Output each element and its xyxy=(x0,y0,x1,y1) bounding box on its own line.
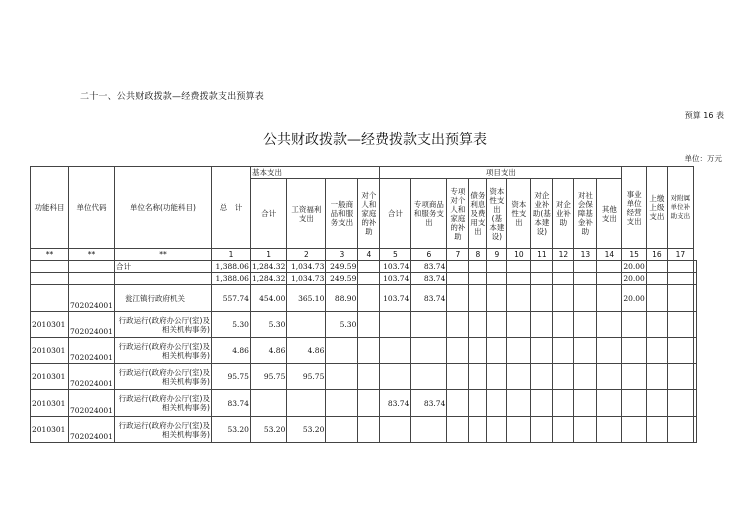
value-cell: 1,388.06 xyxy=(211,261,250,273)
value-cell xyxy=(447,285,469,312)
value-cell: 103.74 xyxy=(380,285,411,312)
value-cell: 95.75 xyxy=(250,364,286,390)
func-code-cell: 2010301 xyxy=(31,312,69,338)
value-cell: 95.75 xyxy=(211,364,250,390)
value-cell xyxy=(646,390,667,417)
index-cell: ** xyxy=(114,249,211,261)
value-cell xyxy=(487,364,507,390)
value-cell xyxy=(447,338,469,364)
value-cell: 88.90 xyxy=(326,285,358,312)
value-cell: 53.20 xyxy=(211,417,250,443)
value-cell: 4.86 xyxy=(287,338,326,364)
value-cell xyxy=(531,285,553,312)
value-cell: 83.74 xyxy=(211,390,250,417)
value-cell: 95.75 xyxy=(287,364,326,390)
value-cell xyxy=(693,285,696,312)
value-cell xyxy=(326,417,358,443)
table-number: 预算 16 表 xyxy=(684,111,724,120)
index-cell: 5 xyxy=(380,249,411,261)
value-cell xyxy=(622,417,646,443)
header-capital-construction: 资本性支出(基本建设) xyxy=(487,179,507,249)
index-cell: 11 xyxy=(531,249,553,261)
unit-code-cell: 702024001 xyxy=(69,312,115,338)
value-cell: 83.74 xyxy=(411,390,447,417)
value-cell xyxy=(447,312,469,338)
value-cell xyxy=(622,312,646,338)
index-cell: 8 xyxy=(469,249,487,261)
value-cell xyxy=(574,417,597,443)
header-func-subject: 功能科目 xyxy=(31,167,69,249)
index-cell: 10 xyxy=(507,249,531,261)
value-cell xyxy=(469,417,487,443)
value-cell xyxy=(574,285,597,312)
func-code-cell: 2010301 xyxy=(31,364,69,390)
value-cell xyxy=(553,285,574,312)
table-row xyxy=(31,390,697,417)
header-business-unit: 事业单位经营支出 xyxy=(622,167,646,249)
value-cell xyxy=(622,390,646,417)
table-row xyxy=(31,364,697,390)
value-cell xyxy=(487,273,507,285)
value-cell: 83.74 xyxy=(411,285,447,312)
budget-table xyxy=(30,166,697,443)
value-cell xyxy=(553,390,574,417)
value-cell: 5.30 xyxy=(326,312,358,338)
value-cell xyxy=(622,364,646,390)
value-cell xyxy=(469,285,487,312)
index-cell: 15 xyxy=(622,249,646,261)
table-title: 公共财政拨款—经费拨款支出预算表 xyxy=(263,132,487,148)
value-cell xyxy=(447,364,469,390)
unit-name-cell xyxy=(114,273,211,285)
value-cell xyxy=(597,312,622,338)
value-cell xyxy=(326,338,358,364)
value-cell: 454.00 xyxy=(250,285,286,312)
value-cell xyxy=(469,364,487,390)
value-cell: 1,284.32 xyxy=(251,274,286,283)
unit-name-cell: 行政运行(政府办公厅(室)及相关机构事务) xyxy=(114,364,211,390)
value-cell: 20.00 xyxy=(623,274,645,283)
header-debt-interest: 债务利息及费用支出 xyxy=(469,179,487,249)
header-special-goods: 专项商品和服务支出 xyxy=(411,179,447,249)
value-cell xyxy=(693,390,696,417)
value-cell xyxy=(380,364,411,390)
unit-code-cell: 702024001 xyxy=(69,364,115,390)
value-cell xyxy=(574,390,597,417)
func-code-cell: 2010301 xyxy=(31,417,69,443)
table-row xyxy=(31,261,697,273)
value-cell: 4.86 xyxy=(211,338,250,364)
value-cell xyxy=(469,261,487,273)
value-cell xyxy=(447,390,469,417)
value-cell xyxy=(553,417,574,443)
value-cell xyxy=(469,312,487,338)
value-cell xyxy=(447,273,469,285)
value-cell xyxy=(358,285,380,312)
value-cell xyxy=(411,312,447,338)
header-personal-subsidy: 对个人和家庭的补助 xyxy=(358,179,380,249)
index-cell: 16 xyxy=(646,249,667,261)
value-cell xyxy=(553,273,574,285)
unit-code-cell: 702024001 xyxy=(69,338,115,364)
value-cell xyxy=(574,312,597,338)
value-cell xyxy=(447,417,469,443)
value-cell xyxy=(358,338,380,364)
header-project-subtotal: 合计 xyxy=(380,179,411,249)
value-cell xyxy=(646,417,667,443)
value-cell xyxy=(597,417,622,443)
data-rows xyxy=(31,261,697,443)
value-cell xyxy=(507,338,531,364)
value-cell xyxy=(411,338,447,364)
value-cell xyxy=(507,390,531,417)
unit-name-cell: 合计 xyxy=(114,261,211,273)
value-cell xyxy=(574,364,597,390)
value-cell: 83.74 xyxy=(411,261,447,273)
value-cell xyxy=(507,364,531,390)
value-cell: 20.00 xyxy=(622,285,646,312)
index-cell: 4 xyxy=(358,249,380,261)
value-cell xyxy=(693,417,696,443)
section-title: 二十一、公共财政拨款—经费拨款支出预算表 xyxy=(80,92,265,102)
header-salary-welfare: 工资福利支出 xyxy=(287,179,326,249)
unit-code-cell: 702024001 xyxy=(69,390,115,417)
value-cell xyxy=(531,312,553,338)
header-unit-name: 单位名称(功能科目) xyxy=(114,167,211,249)
value-cell: 83.74 xyxy=(380,390,411,417)
value-cell xyxy=(574,338,597,364)
header-unit-code: 单位代码 xyxy=(69,167,115,249)
value-cell: 1,388.06 xyxy=(211,273,250,285)
value-cell xyxy=(693,312,696,338)
value-cell xyxy=(358,390,380,417)
unit-code-cell xyxy=(69,261,115,273)
value-cell xyxy=(597,273,622,285)
value-cell xyxy=(487,312,507,338)
value-cell xyxy=(622,338,646,364)
value-cell xyxy=(287,312,326,338)
index-cell: 1 xyxy=(211,249,250,261)
header-other: 其他支出 xyxy=(597,179,622,249)
header-basic-subtotal: 合计 xyxy=(250,179,286,249)
index-cell: 13 xyxy=(574,249,597,261)
value-cell xyxy=(693,261,696,273)
value-cell xyxy=(531,364,553,390)
value-cell xyxy=(646,285,667,312)
value-cell: 1,284.32 xyxy=(251,262,286,271)
index-cell: 7 xyxy=(447,249,469,261)
table-row xyxy=(31,417,697,443)
index-cell: 2 xyxy=(287,249,326,261)
value-cell xyxy=(597,364,622,390)
func-code-cell xyxy=(31,285,69,312)
value-cell xyxy=(326,390,358,417)
value-cell xyxy=(326,364,358,390)
value-cell xyxy=(597,285,622,312)
value-cell xyxy=(358,312,380,338)
unit-name-cell: 行政运行(政府办公厅(室)及相关机构事务) xyxy=(114,390,211,417)
value-cell xyxy=(531,338,553,364)
value-cell xyxy=(693,364,696,390)
header-total: 总 计 xyxy=(211,167,250,249)
value-cell: 365.10 xyxy=(287,285,326,312)
value-cell xyxy=(531,273,553,285)
value-cell xyxy=(646,338,667,364)
value-cell xyxy=(667,273,693,285)
value-cell xyxy=(507,273,531,285)
value-cell xyxy=(380,417,411,443)
value-cell xyxy=(358,417,380,443)
value-cell: 1,034.73 xyxy=(287,273,326,285)
value-cell xyxy=(531,417,553,443)
header-basic-group: 基本支出 xyxy=(250,167,379,179)
value-cell xyxy=(693,338,696,364)
value-cell xyxy=(667,364,693,390)
header-upper-payment: 上缴上级支出 xyxy=(646,167,667,249)
func-code-cell: 2010301 xyxy=(31,390,69,417)
value-cell xyxy=(487,261,507,273)
unit-name-cell: 瓮江镇行政府机关 xyxy=(114,285,211,312)
value-cell xyxy=(667,285,693,312)
value-cell xyxy=(411,364,447,390)
value-cell xyxy=(667,338,693,364)
value-cell xyxy=(358,273,380,285)
value-cell xyxy=(380,312,411,338)
value-cell: 249.59 xyxy=(326,261,358,273)
value-cell: 53.20 xyxy=(250,417,286,443)
header-enterprise-subsidy: 对企业补助 xyxy=(553,179,574,249)
index-cell: 17 xyxy=(667,249,693,261)
index-cell: 9 xyxy=(487,249,507,261)
header-special-personal: 专项对个人和家庭的补助 xyxy=(447,179,469,249)
value-cell xyxy=(380,338,411,364)
value-cell: 557.74 xyxy=(211,285,250,312)
value-cell: 5.30 xyxy=(250,312,286,338)
value-cell xyxy=(597,338,622,364)
value-cell xyxy=(646,273,667,285)
value-cell xyxy=(553,261,574,273)
value-cell: 5.30 xyxy=(211,312,250,338)
value-cell: 4.86 xyxy=(250,338,286,364)
index-cell: 3 xyxy=(326,249,358,261)
value-cell xyxy=(646,364,667,390)
value-cell xyxy=(469,338,487,364)
value-cell xyxy=(646,261,667,273)
value-cell xyxy=(693,273,696,285)
value-cell xyxy=(597,261,622,273)
value-cell xyxy=(667,390,693,417)
value-cell xyxy=(507,261,531,273)
value-cell xyxy=(358,364,380,390)
value-cell xyxy=(250,390,286,417)
header-project-group: 项目支出 xyxy=(380,167,622,179)
func-code-cell: 2010301 xyxy=(31,338,69,364)
value-cell: 53.20 xyxy=(287,417,326,443)
value-cell: 83.74 xyxy=(411,273,447,285)
value-cell: 103.74 xyxy=(380,261,411,273)
value-cell xyxy=(487,338,507,364)
index-cell: ** xyxy=(69,249,115,261)
table-row xyxy=(31,338,697,364)
value-cell xyxy=(487,390,507,417)
header-social-fund: 对社会保障基金补助 xyxy=(574,179,597,249)
value-cell: 1,034.73 xyxy=(287,261,326,273)
value-cell xyxy=(574,273,597,285)
value-cell: 20.00 xyxy=(623,262,645,271)
value-cell xyxy=(447,261,469,273)
index-cell: 1 xyxy=(250,249,286,261)
unit-label: 单位：万元 xyxy=(684,154,722,163)
value-cell xyxy=(597,390,622,417)
header-general-goods: 一般商品和服务支出 xyxy=(326,179,358,249)
index-cell: 14 xyxy=(597,249,622,261)
unit-code-cell: 702024001 xyxy=(69,417,115,443)
unit-name-cell: 行政运行(政府办公厅(室)及相关机构事务) xyxy=(114,312,211,338)
value-cell xyxy=(507,312,531,338)
value-cell xyxy=(553,312,574,338)
func-code-cell xyxy=(31,273,69,285)
value-cell xyxy=(531,261,553,273)
index-cell: 6 xyxy=(411,249,447,261)
unit-code-cell: 702024001 xyxy=(69,285,115,312)
table-row xyxy=(31,285,697,312)
value-cell xyxy=(287,390,326,417)
value-cell xyxy=(469,273,487,285)
value-cell xyxy=(667,417,693,443)
value-cell: 103.74 xyxy=(380,273,411,285)
value-cell xyxy=(574,261,597,273)
header-row-groups xyxy=(31,167,697,179)
value-cell: 249.59 xyxy=(326,273,358,285)
header-enterprise-construction: 对企业补助(基本建设) xyxy=(531,179,553,249)
index-cell: 12 xyxy=(553,249,574,261)
index-cell: ** xyxy=(31,249,69,261)
value-cell xyxy=(487,417,507,443)
value-cell xyxy=(667,312,693,338)
header-capital: 资本性支出 xyxy=(507,179,531,249)
unit-name-cell: 行政运行(政府办公厅(室)及相关机构事务) xyxy=(114,338,211,364)
unit-name-cell: 行政运行(政府办公厅(室)及相关机构事务) xyxy=(114,417,211,443)
value-cell xyxy=(358,261,380,273)
value-cell xyxy=(531,390,553,417)
value-cell xyxy=(469,390,487,417)
value-cell xyxy=(411,417,447,443)
index-row xyxy=(31,249,697,261)
table-row xyxy=(31,273,697,285)
value-cell xyxy=(667,261,693,273)
value-cell xyxy=(553,364,574,390)
func-code-cell xyxy=(31,261,69,273)
value-cell xyxy=(553,338,574,364)
table-row xyxy=(31,312,697,338)
value-cell xyxy=(646,312,667,338)
unit-code-cell xyxy=(69,273,115,285)
value-cell xyxy=(487,285,507,312)
value-cell xyxy=(507,285,531,312)
value-cell xyxy=(507,417,531,443)
header-affiliated: 对附属单位补助支出 xyxy=(667,167,693,249)
